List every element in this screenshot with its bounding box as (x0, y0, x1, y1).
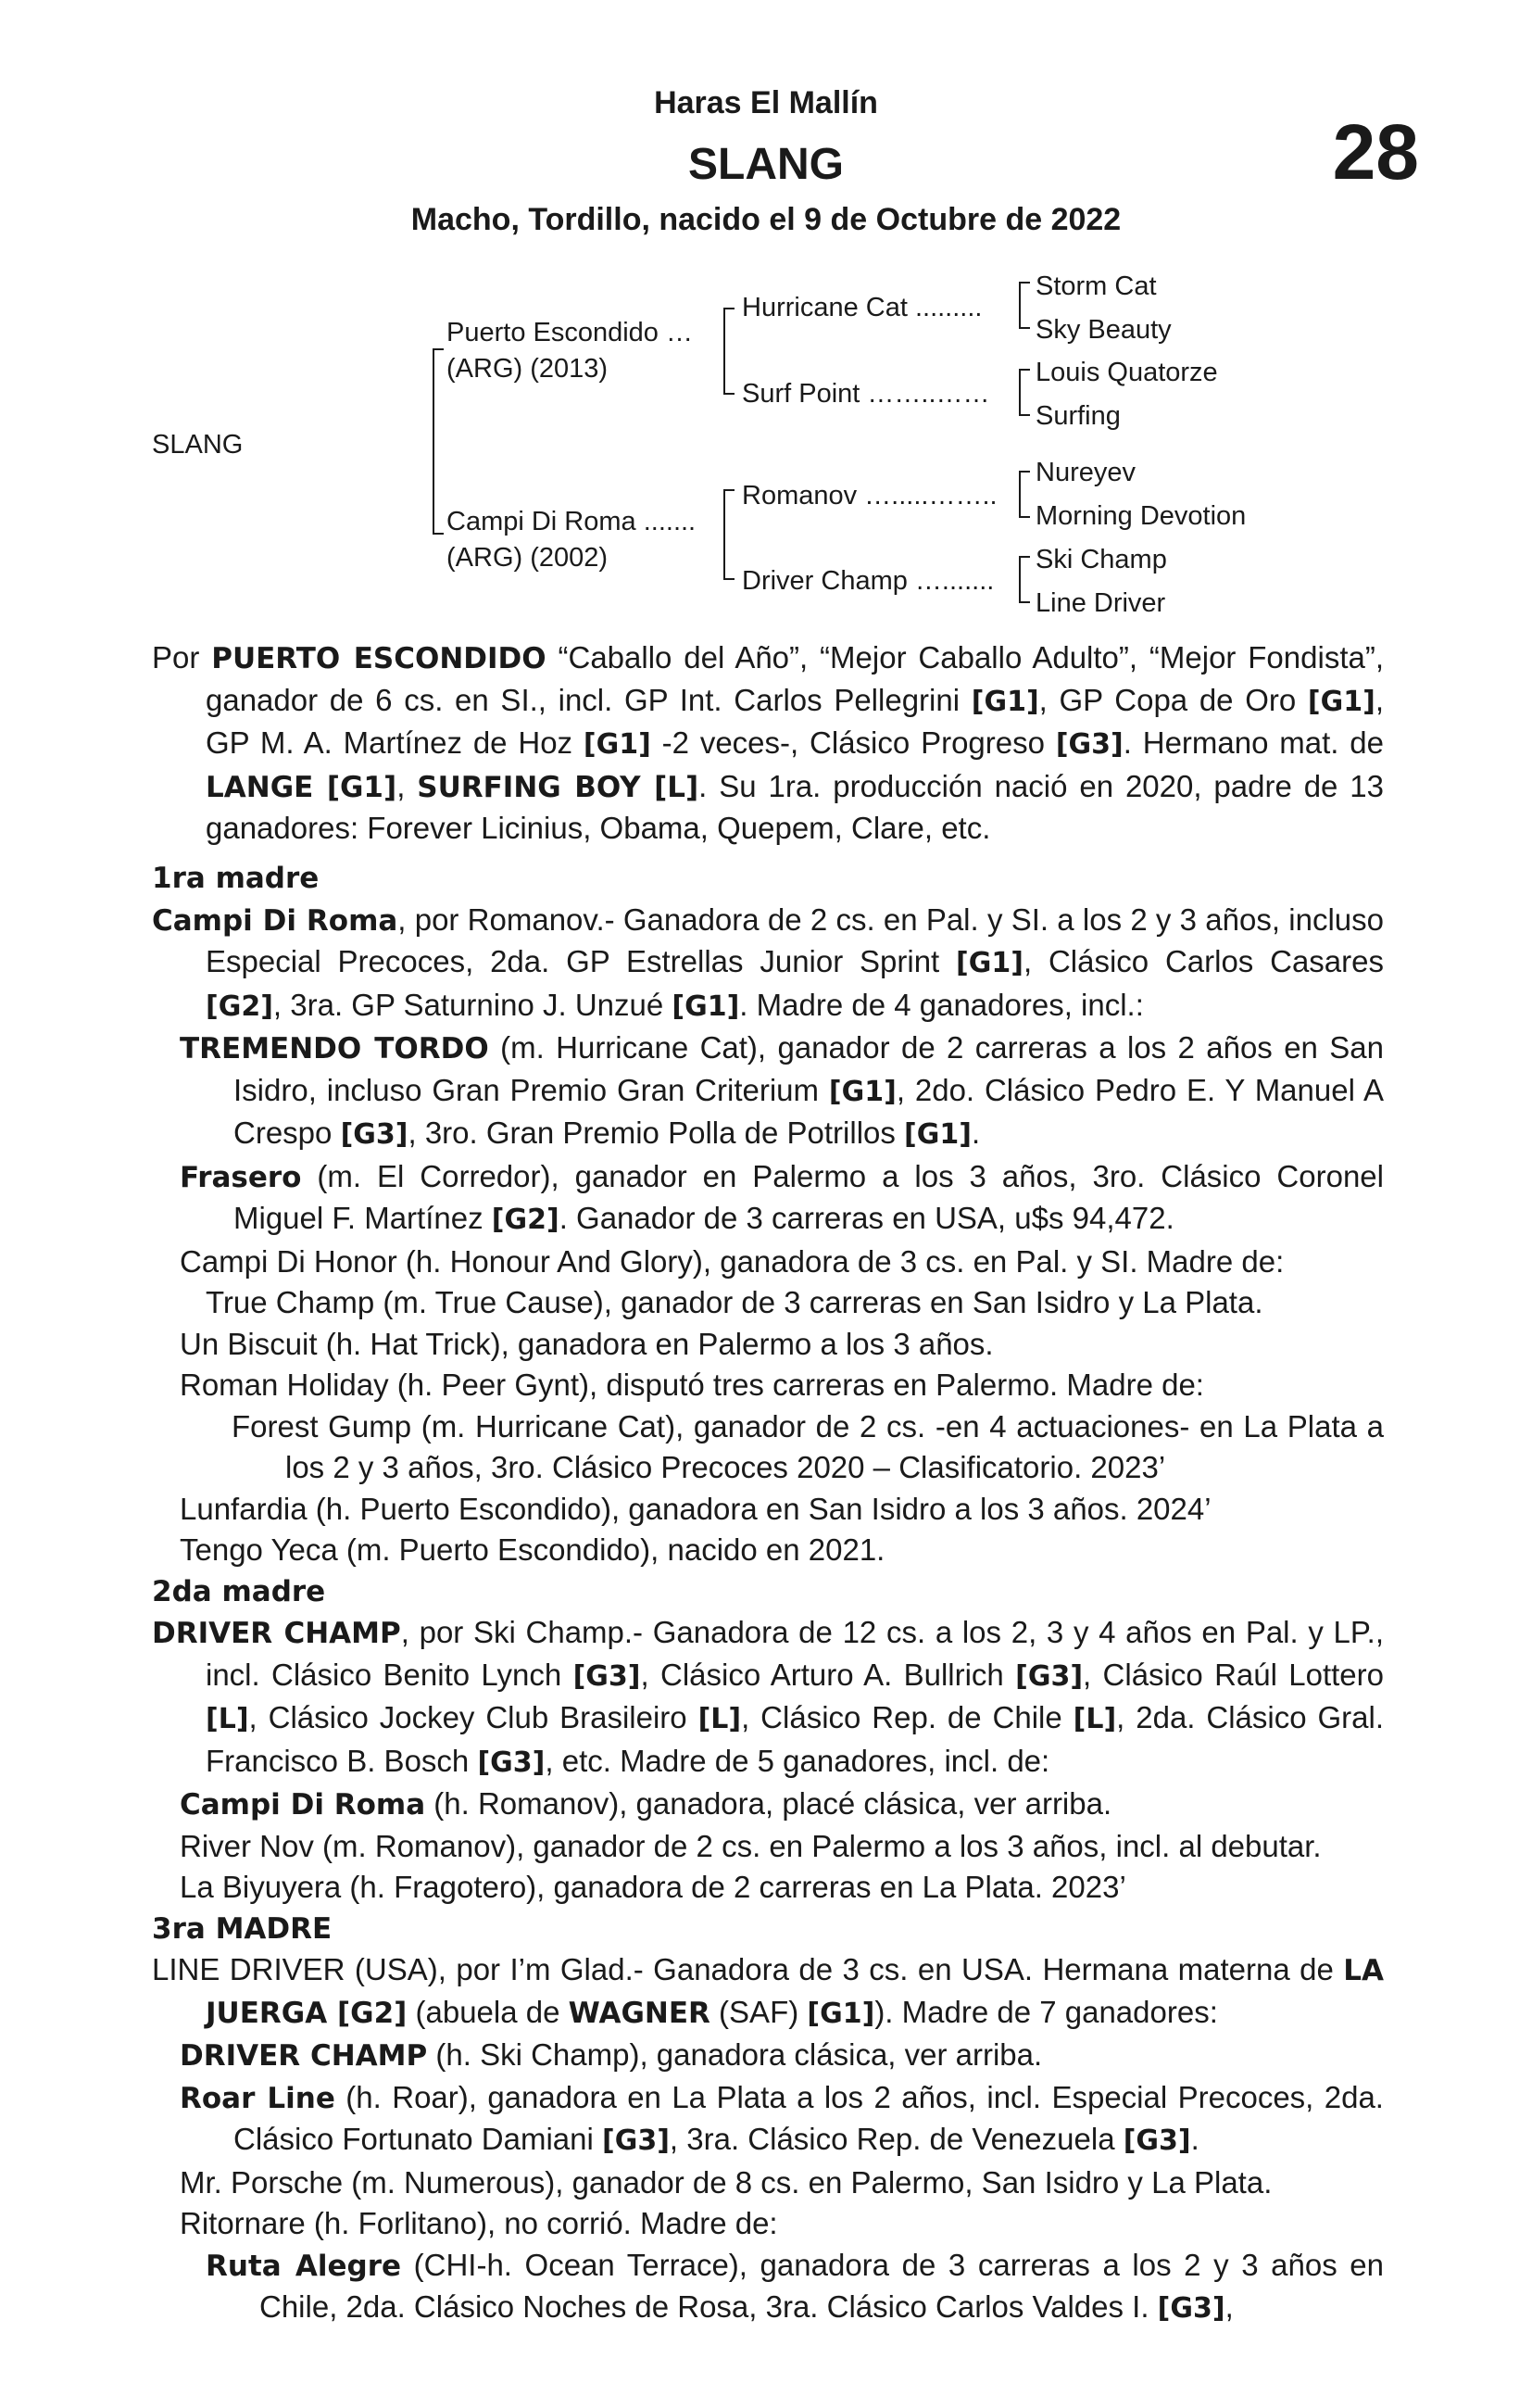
text: . Su 1ra. producción nació en 2020, padre de 13 ganadores: Forever Licinius, Obama, Quepem, Clare, etc. (206, 768, 1385, 845)
produce-entry: Forest Gump (m. Hurricane Cat), ganador de 2 cs. -en 4 actuaciones- en La Plata a los 2 y 3 años, 3ro. Clásico Precoces 2020 – Clasificatorio. 2023’ (232, 1408, 1384, 1484)
text: , 2do. Clásico Pedro E. Y Manuel A Crespo (233, 1072, 1384, 1150)
text: , etc. Madre de 5 ganadores, incl. de: (545, 1743, 1050, 1778)
produce-entry: Tengo Yeca (m. Puerto Escondido), nacido en 2021. (180, 1532, 885, 1567)
text: , (396, 768, 418, 803)
text: . Hermano mat. de (1123, 725, 1385, 760)
produce-name: Campi Di Roma (180, 1788, 426, 1822)
grade-label: [G3] (1123, 2124, 1191, 2157)
pedigree-sire: Puerto Escondido … (446, 318, 693, 347)
pedigree-dam-sire: Romanov ….....…….. (742, 481, 998, 511)
pedigree-sire-origin: (ARG) (2013) (446, 354, 609, 384)
text: , GP Copa de Oro (1038, 682, 1308, 717)
pedigree-sire-dam: Surf Point ……..…… (742, 379, 990, 409)
produce-entry: Mr. Porsche (m. Numerous), ganador de 8 cs. en Palermo, San Isidro y La Plata. (180, 2164, 1273, 2200)
grade-label: [G3] (1015, 1659, 1084, 1693)
relative-name: WAGNER (568, 1996, 710, 2030)
produce-entry: Lunfardia (h. Puerto Escondido), ganadora en San Isidro a los 3 años. 2024’ (180, 1491, 1212, 1526)
text: . (971, 1116, 981, 1150)
grade-label: [G2] (206, 990, 273, 1023)
produce-entry (152, 1156, 1384, 1242)
farm-name: Haras El Mallín (654, 85, 878, 120)
text: , Clásico Rep. de Chile (741, 1700, 1074, 1734)
pedigree-dam: Campi Di Roma ....... (446, 507, 697, 536)
produce-entry (152, 1027, 1384, 1156)
text: , 2da. Clásico Gral. Francisco B. Bosch (206, 1700, 1384, 1778)
text: “Caballo del Año”, “Mejor Caballo Adulto”, “Mejor Fondista”, ganador de 6 cs. en SI., incl. GP Int. Carlos Pellegrini (206, 640, 1385, 717)
grade-label: [G1] (807, 1997, 875, 2030)
pedigree-bracket (723, 578, 735, 580)
pedigree-bracket (1019, 516, 1030, 518)
text: (abuela de (407, 1994, 569, 2029)
pedigree-bracket (433, 348, 434, 534)
text: , 3ra. GP Saturnino J. Unzué (272, 987, 672, 1022)
pedigree-bracket (723, 393, 735, 395)
pedigree-sd-dam: Surfing (1036, 401, 1121, 431)
pedigree-sire-sire: Hurricane Cat ......... (742, 293, 983, 322)
pedigree-subject: SLANG (152, 430, 244, 460)
produce-entry: Campi Di Honor (h. Honour And Glory), ganadora de 3 cs. en Pal. y SI. Madre de: (180, 1243, 1285, 1279)
grade-label: [L] (697, 1703, 742, 1735)
produce-entry: True Champ (m. True Cause), ganador de 3 carreras en San Isidro y La Plata. (206, 1285, 1263, 1319)
pedigree-dam-origin: (ARG) (2002) (446, 543, 609, 573)
text: . (1190, 2122, 1199, 2156)
grade-label: [G3] (572, 1659, 641, 1693)
family-section (152, 858, 1384, 2330)
produce-entry: Ritornare (h. Forlitano), no corrió. Madre de: (180, 2206, 778, 2240)
sibling-name: LA JUERGA [G2] (206, 1954, 1384, 2030)
third-dam-paragraph (152, 1949, 1384, 2035)
horse-description: Macho, Tordillo, nacido el 9 de Octubre de 2022 (410, 202, 1122, 237)
pedigree-dd-dam: Line Driver (1036, 588, 1166, 618)
grade-label: [G3] (477, 1746, 546, 1779)
grade-label: [L] (1073, 1703, 1117, 1735)
pedigree-ds-sire: Nureyev (1036, 458, 1136, 487)
text: (CHI-h. Ocean Terrace), ganadora de 3 carreras a los 2 y 3 años en Chile, 2da. Clásico Noches de Rosa, 3ra. Clásico Carlos Valdes I. (259, 2247, 1384, 2324)
first-dam-heading: 1ra madre (152, 862, 320, 895)
text: , 3ro. Gran Premio Polla de Potrillos (408, 1116, 905, 1150)
first-dam-paragraph (152, 900, 1384, 1028)
produce-entry: River Nov (m. Romanov), ganador de 2 cs. en Palermo a los 3 años, incl. al debutar. (180, 1828, 1322, 1863)
third-dam-heading: 3ra MADRE (152, 1911, 333, 1946)
pedigree-bracket (1019, 369, 1030, 371)
horse-name: SLANG (688, 140, 844, 189)
text: , Clásico Jockey Club Brasileiro (248, 1700, 698, 1734)
pedigree-bracket (1019, 471, 1030, 473)
text: , por Ski Champ.- Ganadora de 12 cs. a los 2, 3 y 4 años en Pal. y LP., incl. Clásico Benito Lynch (206, 1615, 1384, 1692)
grade-label: [G1] (904, 1118, 972, 1151)
sire-paragraph (152, 637, 1384, 850)
grade-label: [G1] (672, 990, 740, 1023)
pedigree-sd-sire: Louis Quatorze (1036, 358, 1218, 387)
text: , Clásico Arturo A. Bullrich (640, 1657, 1016, 1692)
produce-entry (152, 1784, 1384, 1826)
produce-name: TREMENDO TORDO (180, 1032, 489, 1065)
text: LINE DRIVER (USA), por I’m Glad.- Ganadora de 3 cs. en USA. Hermana materna de (152, 1952, 1344, 1986)
pedigree-dd-sire: Ski Champ (1036, 545, 1167, 574)
lot-number: 28 (1332, 108, 1419, 195)
text: (SAF) (709, 1994, 808, 2029)
produce-entry (152, 2035, 1384, 2077)
grade-label: [G1] (583, 728, 651, 761)
pedigree-bracket (723, 489, 725, 579)
text: , GP M. A. Martínez de Hoz (206, 682, 1384, 760)
text: , Clásico Carlos Casares (1023, 944, 1384, 978)
text: , Clásico Raúl Lottero (1083, 1657, 1384, 1692)
text: , (1224, 2289, 1234, 2324)
sibling-name: SURFING BOY [L] (417, 770, 699, 804)
grade-label: [G3] (1055, 728, 1124, 761)
pedigree-bracket (433, 533, 444, 535)
produce-entry: Roman Holiday (h. Peer Gynt), disputó tres carreras en Palermo. Madre de: (180, 1368, 1204, 1402)
text: (m. El Corredor), ganador en Palermo a los 3 años, 3ro. Clásico Coronel Miguel F. Martínez (233, 1158, 1384, 1235)
text: (m. Hurricane Cat), ganador de 2 carreras a los 2 años en San Isidro, incluso Gran Premio Gran Criterium (233, 1030, 1385, 1107)
grade-label: [G3] (602, 2124, 670, 2157)
pedigree-bracket (723, 308, 725, 394)
sire-name: PUERTO ESCONDIDO (211, 642, 546, 675)
produce-entry (152, 2077, 1384, 2162)
dam-name: DRIVER CHAMP (152, 1617, 401, 1650)
pedigree-bracket (723, 308, 735, 309)
sire-section (152, 637, 1384, 850)
text: (h. Roar), ganadora en La Plata a los 2 años, incl. Especial Precoces, 2da. Clásico Fortunato Damiani (233, 2079, 1384, 2156)
pedigree-ss-sire: Storm Cat (1036, 271, 1157, 301)
produce-name: Frasero (180, 1160, 302, 1194)
produce-entry: La Biyuyera (h. Fragotero), ganadora de 2 carreras en La Plata. 2023’ (180, 1870, 1126, 1904)
pedigree-bracket (1019, 601, 1030, 603)
grade-label: [G2] (491, 1204, 559, 1236)
text: (h. Romanov), ganadora, placé clásica, ver arriba. (425, 1786, 1112, 1821)
pedigree-bracket (1019, 282, 1021, 328)
pedigree-bracket (1019, 369, 1021, 415)
text: , 3ra. Clásico Rep. de Venezuela (669, 2122, 1124, 2156)
pedigree-bracket (1019, 471, 1021, 517)
grade-label: [G1] (971, 685, 1039, 718)
second-dam-paragraph (152, 1612, 1384, 1784)
grade-label: [G1] (828, 1075, 897, 1108)
text: . Madre de 4 ganadores, incl.: (739, 987, 1144, 1022)
grade-label: [G1] (956, 947, 1023, 979)
produce-entry (152, 2245, 1384, 2330)
second-dam-heading: 2da madre (152, 1574, 326, 1608)
pedigree-dam-dam: Driver Champ …....... (742, 566, 995, 596)
grade-label: [G3] (340, 1118, 408, 1151)
text: ). Madre de 7 ganadores: (874, 1994, 1218, 2029)
text: Por (152, 640, 212, 674)
pedigree-bracket (433, 348, 444, 350)
text: . Ganador de 3 carreras en USA, u$s 94,472. (559, 1201, 1174, 1235)
pedigree-bracket (1019, 282, 1030, 284)
produce-name: Ruta Alegre (206, 2249, 402, 2283)
grade-label: [G1] (1307, 685, 1375, 718)
text: (h. Ski Champ), ganadora clásica, ver arriba. (427, 2037, 1043, 2072)
produce-name: Roar Line (180, 2081, 335, 2115)
pedigree-ss-dam: Sky Beauty (1036, 315, 1172, 345)
pedigree-bracket (1019, 327, 1030, 329)
produce-entry: Un Biscuit (h. Hat Trick), ganadora en Palermo a los 3 años. (180, 1326, 994, 1361)
pedigree-bracket (723, 489, 735, 491)
pedigree-bracket (1019, 414, 1030, 416)
grade-label: [G3] (1157, 2292, 1225, 2325)
pedigree-bracket (1019, 556, 1030, 558)
pedigree-ds-dam: Morning Devotion (1036, 501, 1247, 531)
dam-name: Campi Di Roma (152, 903, 398, 938)
pedigree-bracket (1019, 556, 1021, 602)
sibling-name: LANGE [G1] (206, 770, 397, 804)
text: , por Romanov.- Ganadora de 2 cs. en Pal. y SI. a los 2 y 3 años, incluso Especial Precoces, 2da. GP Estrellas Junior Sprint (206, 901, 1384, 978)
grade-label: [L] (206, 1703, 249, 1735)
text: -2 veces-, Clásico Progreso (650, 725, 1056, 760)
produce-name: DRIVER CHAMP (180, 2039, 428, 2073)
